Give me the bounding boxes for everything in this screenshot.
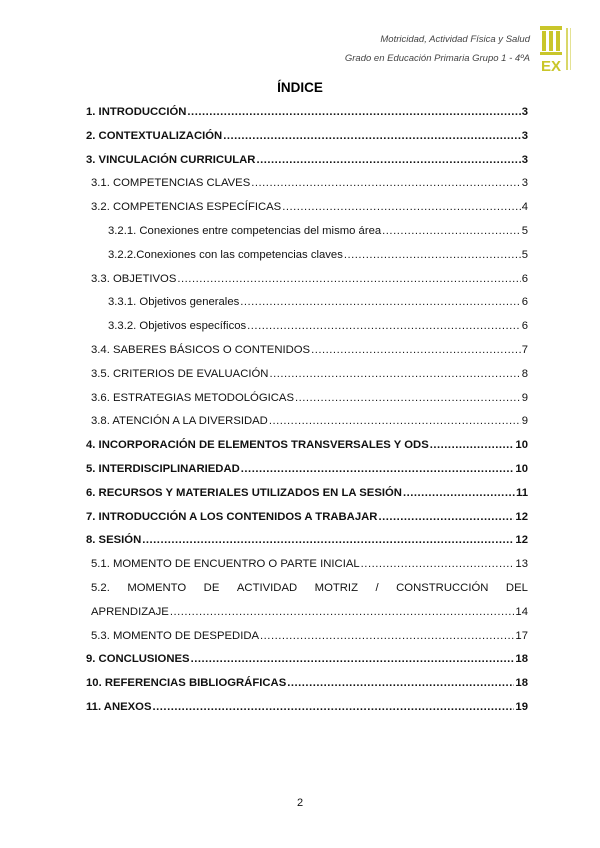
university-logo (536, 24, 580, 74)
toc-entry-label: 3.4. SABERES BÁSICOS O CONTENIDOS (91, 343, 311, 356)
toc-page-number: 3 (521, 129, 528, 142)
toc-page-number: 6 (521, 272, 528, 285)
toc-page-number: 10 (515, 439, 528, 452)
toc-entry[interactable] (86, 582, 528, 630)
page-number: 2 (296, 797, 304, 809)
toc-page-number: 4 (521, 201, 528, 214)
toc-entry-word: 5.2. (91, 581, 110, 594)
toc-entry-label: APRENDIZAJE (91, 605, 169, 618)
toc-entry-word: DE (203, 581, 220, 594)
toc-entry[interactable] (86, 630, 528, 654)
toc-entry-word: MOTRIZ (314, 581, 358, 594)
toc-leader-dots (403, 487, 515, 499)
header-degree-group: Grado en Educación Primaria Grupo 1 - 4ºA (344, 53, 530, 64)
header-course-title: Motricidad, Actividad Física y Salud (380, 34, 530, 45)
toc-leader-dots (430, 439, 515, 451)
toc-entry-label: 3.2. COMPETENCIAS ESPECÍFICAS (91, 201, 282, 214)
toc-entry-label: 5.3. MOMENTO DE DESPEDIDA (91, 629, 260, 642)
toc-leader-dots (142, 534, 514, 546)
toc-entry[interactable] (86, 392, 528, 416)
toc-leader-dots (153, 701, 515, 713)
toc-page-number: 12 (515, 510, 528, 523)
toc-entry-label: 3.2.1. Conexiones entre competencias del mismo área (108, 224, 382, 237)
toc-entry-word: ACTIVIDAD (236, 581, 298, 594)
toc-page-number: 17 (515, 629, 528, 642)
toc-leader-dots (187, 106, 520, 118)
toc-entry[interactable] (86, 320, 528, 344)
toc-entry[interactable] (86, 487, 528, 511)
toc-leader-dots (282, 201, 520, 213)
toc-entry-label: 8. SESIÓN (86, 534, 142, 547)
toc-entry-label: 3.5. CRITERIOS DE EVALUACIÓN (91, 367, 269, 380)
toc-page-number: 10 (515, 462, 528, 475)
toc-page-number: 5 (521, 248, 528, 261)
toc-entry-label: 6. RECURSOS Y MATERIALES UTILIZADOS EN LA SESIÓN (86, 486, 402, 499)
toc-entry[interactable] (86, 511, 528, 535)
toc-entry-label: 7. INTRODUCCIÓN A LOS CONTENIDOS A TRABAJAR (86, 510, 378, 523)
toc-page-number: 6 (521, 296, 528, 309)
toc-leader-dots (256, 154, 520, 166)
toc-leader-dots (344, 249, 521, 261)
toc-leader-dots (260, 630, 514, 642)
toc-entry[interactable] (86, 201, 528, 225)
toc-page-number: 5 (521, 224, 528, 237)
toc-page-number: 9 (521, 415, 528, 428)
toc-page-number: 13 (515, 558, 528, 571)
toc-entry[interactable] (86, 701, 528, 725)
toc-page-number: 3 (521, 106, 528, 118)
toc-entry-label: 3. VINCULACIÓN CURRICULAR (86, 153, 256, 166)
toc-leader-dots (269, 368, 520, 380)
toc-leader-dots (269, 415, 521, 427)
toc-entry[interactable] (86, 106, 528, 130)
toc-entry-label: 3.6. ESTRATEGIAS METODOLÓGICAS (91, 391, 294, 404)
toc-entry[interactable] (86, 344, 528, 368)
toc-leader-dots (295, 392, 521, 404)
toc-leader-dots (170, 606, 515, 618)
toc-page-number: 3 (521, 153, 528, 166)
toc-leader-dots (287, 677, 514, 689)
toc-page-number: 8 (521, 367, 528, 380)
toc-entry[interactable] (86, 534, 528, 558)
toc-leader-dots (240, 296, 520, 308)
toc-entry[interactable] (86, 558, 528, 582)
toc-entry-label: 9. CONCLUSIONES (86, 653, 190, 666)
toc-entry-label: 4. INCORPORACIÓN DE ELEMENTOS TRANSVERSALES Y ODS (86, 439, 429, 452)
toc-leader-dots (251, 177, 520, 189)
toc-entry-label: 5. INTERDISCIPLINARIEDAD (86, 462, 240, 475)
toc-entry[interactable] (86, 463, 528, 487)
toc-leader-dots (361, 558, 515, 570)
toc-entry-word: MOMENTO (127, 581, 187, 594)
toc-entry[interactable] (86, 677, 528, 701)
toc-page-number: 7 (521, 343, 528, 356)
toc-page-number: 14 (515, 605, 528, 618)
toc-page-number: 19 (515, 700, 528, 713)
toc-entry-word: CONSTRUCCIÓN (396, 581, 489, 594)
toc-entry-word: DEL (505, 581, 528, 594)
toc-entry[interactable] (86, 177, 528, 201)
toc-page-number: 11 (516, 486, 528, 499)
toc-leader-dots (247, 320, 521, 332)
toc-leader-dots (177, 273, 520, 285)
toc-page-number: 18 (515, 653, 528, 666)
toc-page-number: 18 (515, 677, 528, 690)
toc-leader-dots (378, 511, 514, 523)
toc-entry-label: 2. CONTEXTUALIZACIÓN (86, 129, 223, 142)
index-title: ÍNDICE (277, 80, 323, 95)
toc-page-number: 9 (521, 391, 528, 404)
toc-entry[interactable] (86, 439, 528, 463)
toc-page-number: 3 (521, 177, 528, 190)
toc-entry[interactable] (86, 415, 528, 439)
toc-entry[interactable] (86, 653, 528, 677)
toc-entry-label: 1. INTRODUCCIÓN (86, 106, 187, 118)
toc-leader-dots (241, 463, 515, 475)
toc-entry-label: 3.3. OBJETIVOS (91, 272, 177, 285)
toc-entry[interactable] (86, 249, 528, 273)
toc-entry-label: 11. ANEXOS (86, 700, 152, 713)
toc-entry[interactable] (86, 296, 528, 320)
running-header (345, 30, 530, 68)
toc-entry[interactable] (86, 368, 528, 392)
toc-page-number: 12 (515, 534, 528, 547)
toc-leader-dots (223, 130, 521, 142)
toc-page-number: 6 (521, 320, 528, 333)
toc-entry-word: / (375, 581, 379, 594)
toc-entry[interactable] (86, 154, 528, 178)
toc-entry-label: 3.3.1. Objetivos generales (108, 296, 240, 309)
toc-entry-label: 3.2.2.Conexiones con las competencias claves (108, 248, 343, 261)
toc-entry[interactable] (86, 225, 528, 249)
toc-entry[interactable] (86, 130, 528, 154)
table-of-contents (86, 106, 528, 725)
toc-leader-dots (311, 344, 521, 356)
svg-text:EX: EX (540, 58, 562, 74)
toc-entry[interactable] (86, 273, 528, 297)
toc-entry-label: 10. REFERENCIAS BIBLIOGRÁFICAS (86, 677, 287, 690)
toc-leader-dots (191, 653, 515, 665)
toc-entry-label: 3.1. COMPETENCIAS CLAVES (91, 177, 251, 190)
toc-leader-dots (382, 225, 521, 237)
toc-entry-label: 3.3.2. Objetivos específicos (108, 320, 247, 333)
toc-entry-label: 5.1. MOMENTO DE ENCUENTRO O PARTE INICIAL (91, 558, 360, 571)
toc-entry-label: 3.8. ATENCIÓN A LA DIVERSIDAD (91, 415, 268, 428)
